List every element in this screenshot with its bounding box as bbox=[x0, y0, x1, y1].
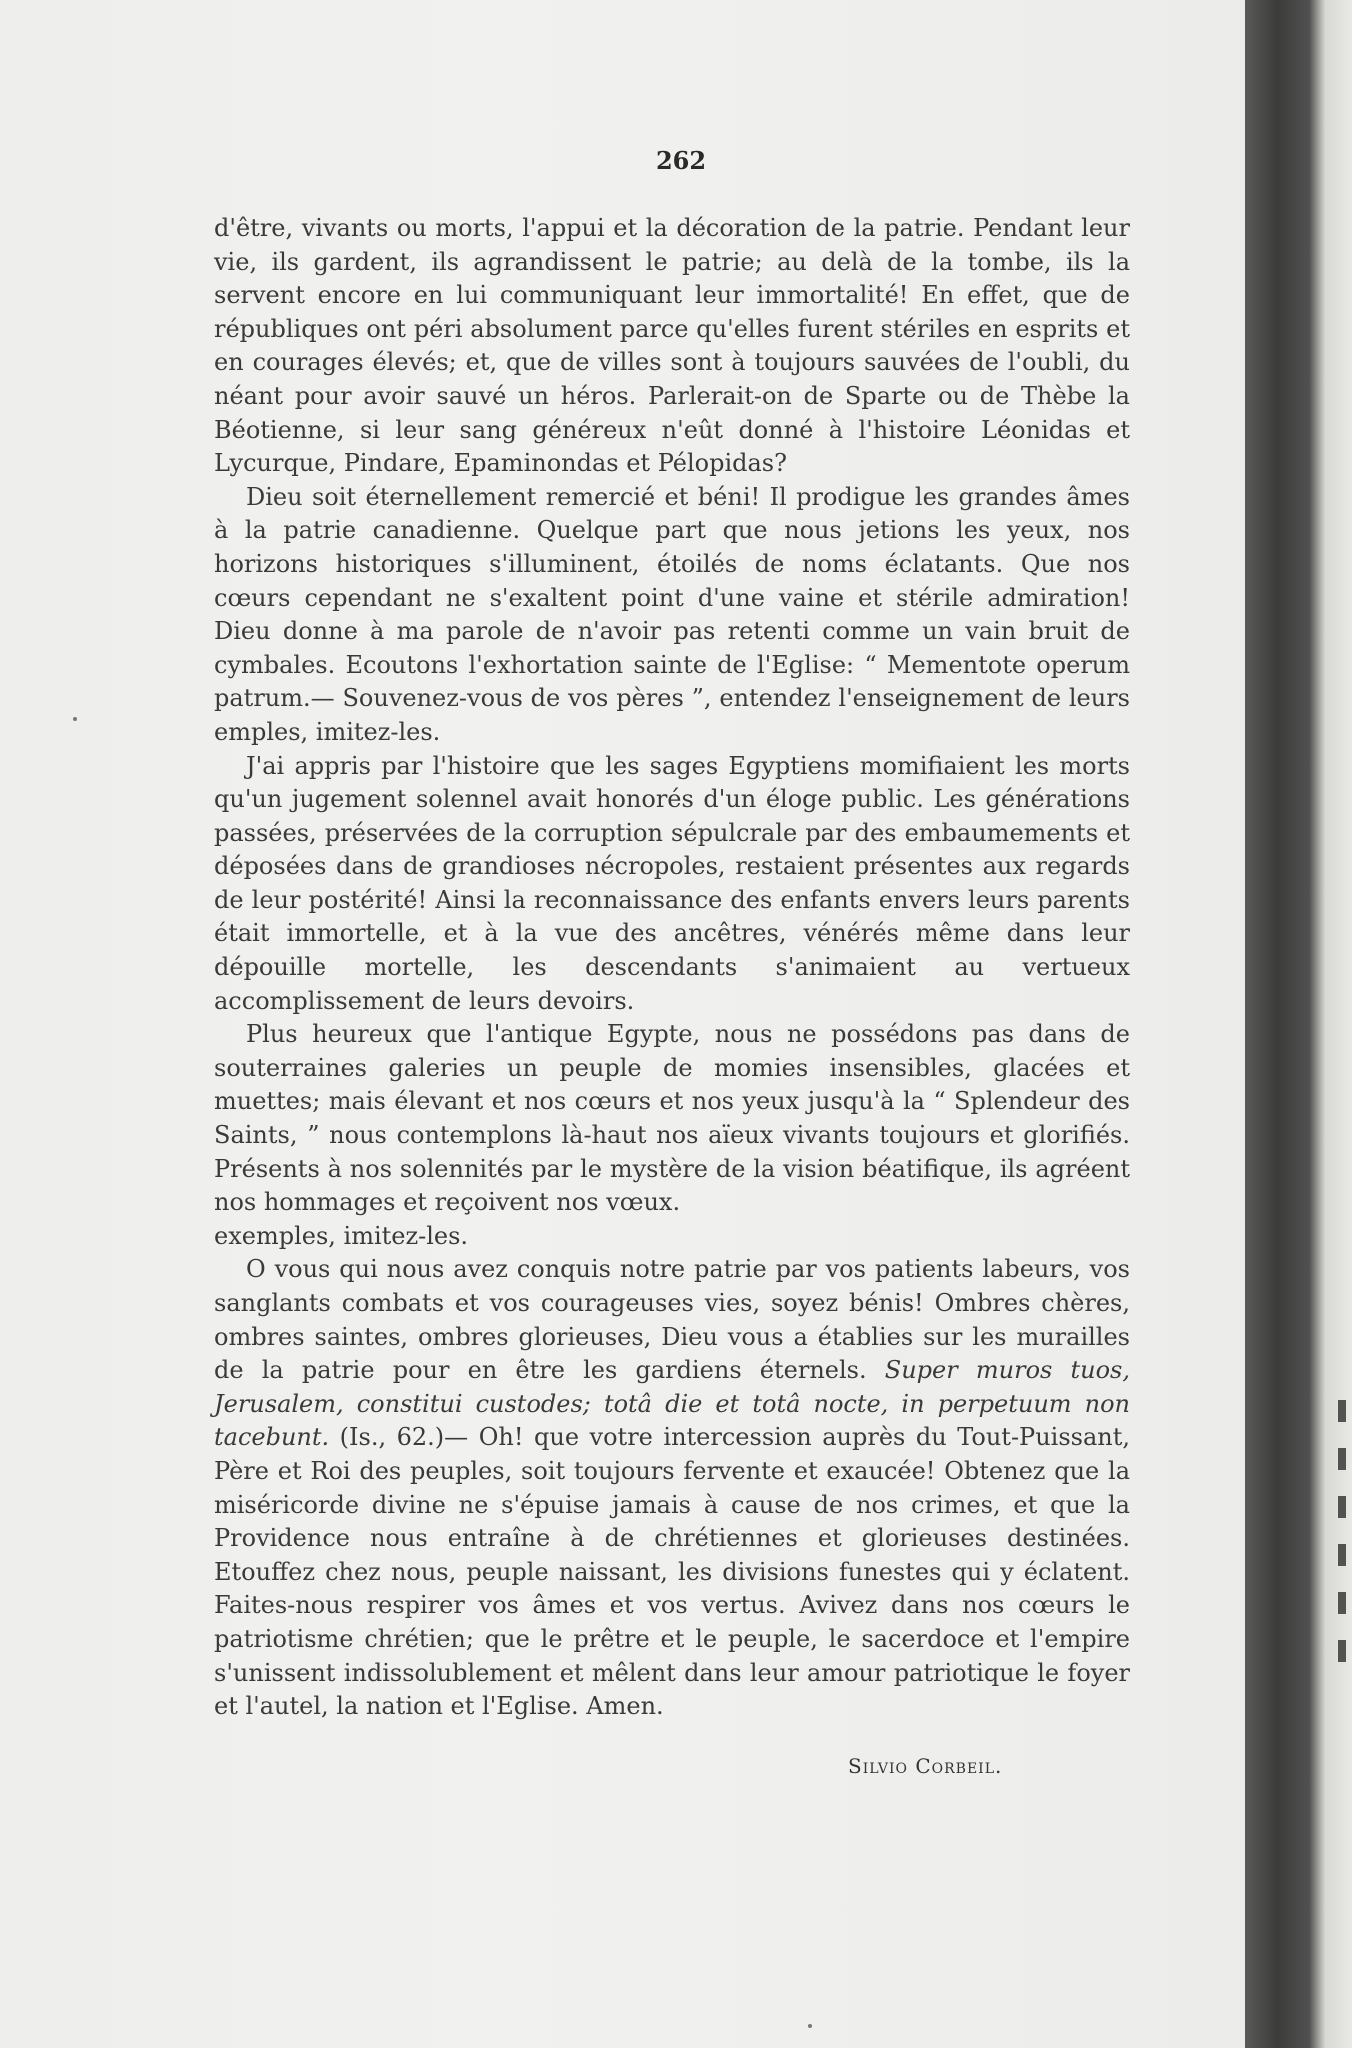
paragraph-3: J'ai appris par l'histoire que les sages Egyptiens momifiaient les morts qu'un jugement solennel avait honorés d'un éloge public. Les générations passées, préservées de la corruption sépulcrale par des embaumements et déposées dans de grandioses nécropoles, restaient présentes aux regards de leur postérité! Ainsi la reconnaissance des enfants envers leurs parents était immortelle, et à la vue des ancêtres, vénérés même dans leur dépouille mortelle, les descendants s'animaient au vertueux accomplissement de leurs devoirs. bbox=[214, 751, 1130, 1015]
stray-line: exemples, imitez-les. bbox=[214, 1221, 469, 1250]
paragraph-1: d'être, vivants ou morts, l'appui et la décoration de la patrie. Pendant leur vie, ils gardent, ils agrandissent le patrie; au delà de la tombe, ils la servent encore en lui communiquant leur immortalité! En effet, que de républiques ont péri absolument parce qu'elles furent stériles en esprits et en courages élevés; et, que de villes sont à toujours sauvées de l'oubli, du néant pour avoir sauvé un héros. Parlerait-on de Sparte ou de Thèbe la Béotienne, si leur sang généreux n'eût donné à l'histoire Léonidas et Lycurque, Pindare, Epaminondas et Pélopidas? bbox=[214, 214, 1130, 478]
body-text bbox=[214, 212, 1130, 1724]
latin-quotation: Super muros tuos, Jerusalem, constitui custodes; totâ die et totâ nocte, in perpetuum non tacebunt. bbox=[214, 1356, 1130, 1452]
page-number: 262 bbox=[655, 146, 707, 175]
next-page-edge-text bbox=[1338, 1400, 1346, 1680]
paragraph-5-text-end: (Is., 62.)— Oh! que votre intercession auprès du Tout-Puissant, Père et Roi des peuples, soit toujours fervente et exaucée! Obtenez que la miséricorde divine ne s'épuise jamais à cause de nos crimes, et que la Providence nous entraîne à de chrétiennes et glorieuses destinées. Etouffez chez nous, peuple naissant, les divisions funestes qui y éclatent. Faites-nous respirer vos âmes et vos vertus. Avivez dans nos cœurs le patriotisme chrétien; que le prêtre et le peuple, le sacerdoce et l'empire s'unissent indissolublement et mêlent dans leur amour patriotique le foyer et l'autel, la nation et l'Eglise. Amen. bbox=[214, 1423, 1130, 1721]
paragraph-5-text-start: O vous qui nous avez conquis notre patrie par vos patients labeurs, vos sanglants combats et vos courageuses vies, soyez bénis! Ombres chères, ombres saintes, ombres glorieuses, Dieu vous a établies sur les murailles de la patrie pour en être les gardiens éternels. bbox=[214, 1255, 1130, 1385]
paragraph-5 bbox=[214, 1253, 1130, 1723]
author-signature: Silvio Corbeil. bbox=[848, 1754, 1003, 1778]
book-spine-edge bbox=[1245, 0, 1352, 2048]
speck-mark bbox=[73, 717, 77, 721]
speck-mark bbox=[808, 2024, 812, 2028]
paragraph-2: Dieu soit éternellement remercié et béni! Il prodigue les grandes âmes à la patrie canadienne. Quelque part que nous jetions les yeux, nos horizons historiques s'illuminent, étoilés de noms éclatants. Que nos cœurs cependant ne s'exaltent point d'une vaine et stérile admiration! Dieu donne à ma parole de n'avoir pas retenti comme un vain bruit de cymbales. Ecoutons l'exhortation sainte de l'Eglise: “ Mementote operum patrum.— Souvenez-vous de vos pères ”, entendez l'enseignement de leurs emples, imitez-les. bbox=[214, 482, 1130, 746]
paragraph-4: Plus heureux que l'antique Egypte, nous ne possédons pas dans de souterraines galeries un peuple de momies insensibles, glacées et muettes; mais élevant et nos cœurs et nos yeux jusqu'à la “ Splendeur des Saints, ” nous contemplons là-haut nos aïeux vivants toujours et glorifiés. Présents à nos solennités par le mystère de la vision béatifique, ils agréent nos hommages et reçoivent nos vœux. bbox=[214, 1020, 1130, 1217]
